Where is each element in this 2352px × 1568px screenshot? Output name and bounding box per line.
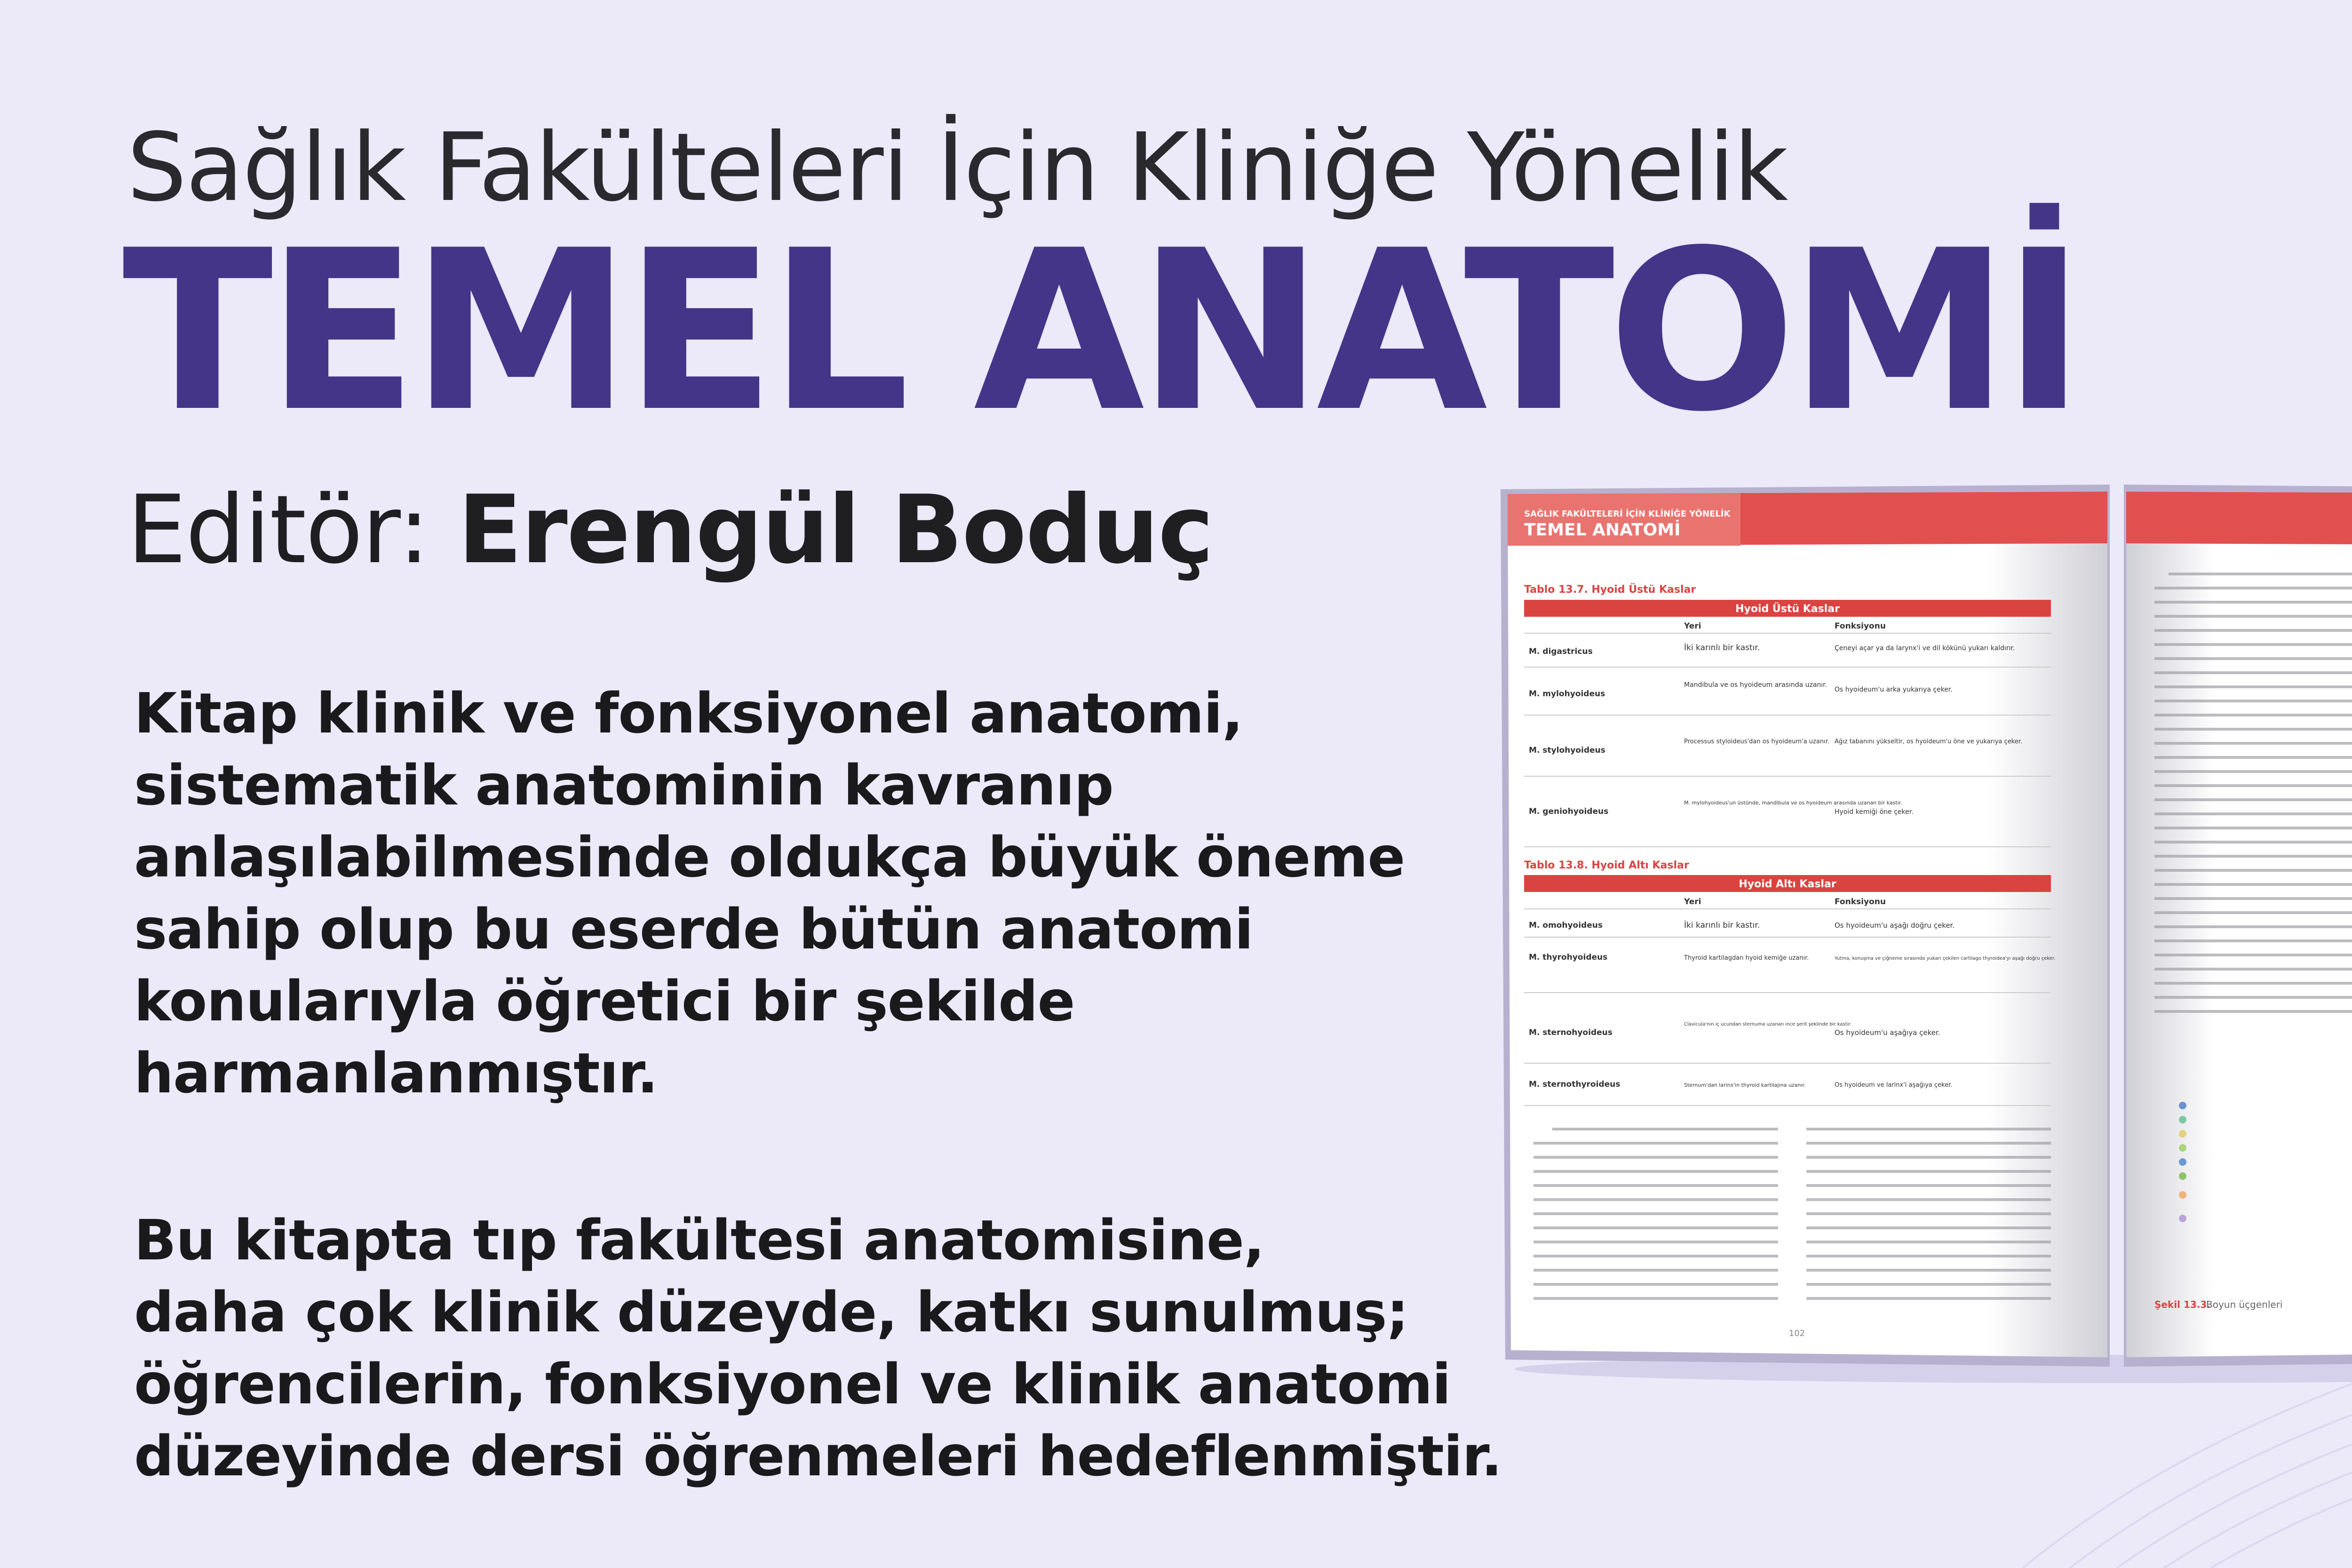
table1-row-name: M. mylohyoideus	[1529, 689, 1605, 699]
paragraph-line: daha çok klinik düzeyde, katkı sunulmuş;	[134, 1280, 1408, 1345]
table2-caption: Tablo 13.8. Hyoid Altı Kaslar	[1524, 860, 1689, 871]
figure-caption-text: Boyun üçgenleri	[2206, 1299, 2283, 1310]
open-book-mockup	[1496, 480, 2352, 1383]
table1-row-origin: Processus styloideus'dan os hyoideum'a uzanır.	[1684, 738, 1829, 745]
table1-row-function: Os hyoideum'u arka yukarıya çeker.	[1835, 686, 1953, 693]
right-page-header-bar	[2126, 492, 2352, 546]
table2-row-name: M. sternothyroideus	[1529, 1080, 1621, 1089]
paragraph-line: öğrencilerin, fonksiyonel ve klinik anatomi	[134, 1352, 1451, 1417]
paragraph-line: sahip olup bu eserde bütün anatomi	[134, 897, 1253, 962]
headline-subtitle: Sağlık Fakülteleri İçin Kliniğe Yönelik	[127, 113, 1788, 223]
editor-name: Erengül Boduç	[458, 475, 1213, 585]
table2-row-name: M. thyrohyoideus	[1529, 953, 1608, 962]
table1-row-origin: Mandibula ve os hyoideum arasında uzanır.	[1684, 681, 1828, 689]
table1-col-function: Fonksiyonu	[1835, 621, 1886, 631]
paragraph-line: sistematik anatominin kavranıp	[134, 753, 1113, 818]
table1-col-origin: Yeri	[1684, 621, 1701, 631]
description-paragraph-1	[134, 677, 1545, 1109]
table1-row-name: M. stylohyoideus	[1529, 746, 1605, 755]
figure-caption-label: Şekil 13.3.	[2154, 1299, 2210, 1310]
headline-editor	[127, 475, 1213, 585]
table1-row-name: M. geniohyoideus	[1529, 807, 1609, 816]
table2-row-function: Os hyoideum'u aşağı doğru çeker.	[1835, 921, 1955, 930]
table2-row-origin: Clavicula'nın iç ucundan sternuma uzanan ince şerit şeklinde bir kastır.	[1684, 1022, 1851, 1027]
table2-row-origin: Thyroid kartilagdan hyoid kemiğe uzanır.	[1684, 955, 1809, 962]
paragraph-line: konularıyla öğretici bir şekilde	[134, 969, 1075, 1034]
table2-row-origin: Sternum'dan larinx'in thyroid kartilajına uzanır.	[1684, 1082, 1806, 1088]
paragraph-line: Kitap klinik ve fonksiyonel anatomi,	[134, 681, 1243, 746]
table1-row-origin: İki karınlı bir kastır.	[1684, 643, 1760, 653]
headline-title: TEMEL ANATOMİ	[122, 203, 2079, 460]
table1-caption: Tablo 13.7. Hyoid Üstü Kaslar	[1524, 584, 1696, 596]
table1-row-function: Ağız tabanını yükseltir, os hyoideum'u öne ve yukarıya çeker.	[1835, 738, 2023, 745]
left-page-number: 102	[1788, 1329, 1805, 1338]
description-paragraph-2	[134, 1204, 1545, 1492]
table1-row-origin: M. mylohyoideus'un üstünde, mandibula ve os hyoideum arasında uzanan bir kastır.	[1684, 800, 1902, 806]
table1-row-function: Hyoid kemiği öne çeker.	[1835, 808, 1914, 816]
table1-title: Hyoid Üstü Kaslar	[1735, 603, 1840, 615]
table1-row-name: M. digastricus	[1529, 647, 1593, 656]
paragraph-line: Bu kitapta tıp fakültesi anatomisine,	[134, 1208, 1264, 1273]
left-header-title: TEMEL ANATOMİ	[1524, 520, 1681, 540]
table1-row-function: Çeneyi açar ya da larynx'i ve dil kökünü yukarı kaldırır.	[1835, 645, 2015, 652]
left-header-small: SAĞLIK FAKÜLTELERİ İÇİN KLİNİĞE YÖNELİK	[1524, 509, 1731, 519]
table2-row-function: Os hyoideum ve larinx'i aşağıya çeker.	[1835, 1082, 1953, 1089]
paragraph-line: harmanlanmıştır.	[134, 1041, 658, 1106]
table2-row-origin: İki karınlı bir kastır.	[1684, 921, 1760, 930]
table2-col-function: Fonksiyonu	[1835, 897, 1886, 907]
table2-col-origin: Yeri	[1684, 897, 1701, 907]
table2-row-name: M. omohyoideus	[1529, 921, 1603, 930]
table2-row-function: Os hyoideum'u aşağıya çeker.	[1835, 1028, 1940, 1037]
table2-row-name: M. sternohyoideus	[1529, 1028, 1613, 1037]
paragraph-line: anlaşılabilmesinde oldukça büyük öneme	[134, 825, 1405, 890]
table2-title: Hyoid Altı Kaslar	[1739, 878, 1836, 890]
right-page	[2126, 492, 2352, 1357]
table2-row-function: Yutma, konuşma ve çiğneme sırasında yukarı çekilen cartilago thyroidea'yı aşağı doğru çeker.	[1835, 956, 2056, 961]
paragraph-line: düzeyinde dersi öğrenmeleri hedeflenmiştir.	[134, 1424, 1502, 1488]
editor-label: Editör:	[127, 475, 429, 585]
